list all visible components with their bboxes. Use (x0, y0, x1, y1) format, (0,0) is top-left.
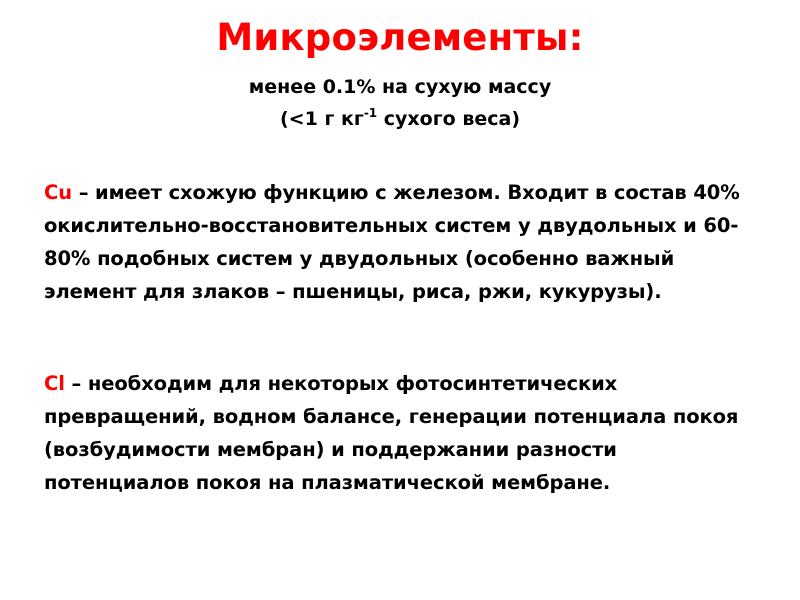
element-symbol-cl: Cl (44, 372, 65, 395)
paragraph-copper-text: – имеет схожую функцию с железом. Входит в состав 40% окислительно-восстановительных систем у двудольных и 60-80% подобных систем у двудольных (особенно важный элемент для злаков – пшеницы, риса, ржи, кукурузы). (44, 181, 740, 303)
unit-exponent: -1 (363, 105, 378, 120)
paragraph-chlorine (44, 367, 759, 499)
subtitle-line-2-suffix: сухого веса) (377, 108, 520, 130)
paragraph-chlorine-text: – необходим для некоторых фотосинтетических превращений, водном балансе, генерации потенциала покоя (возбудимости мембран) и поддержании разности потенциалов покоя на плазматической мембране. (44, 372, 739, 494)
element-symbol-cu: Cu (44, 181, 72, 204)
paragraph-copper (44, 176, 759, 308)
slide-title: Микроэлементы: (216, 16, 584, 59)
subtitle-line-2-prefix: (<1 г кг (280, 108, 364, 130)
subtitle-line-2 (0, 104, 800, 134)
subtitle-line-1: менее 0.1% на сухую массу (248, 76, 552, 98)
